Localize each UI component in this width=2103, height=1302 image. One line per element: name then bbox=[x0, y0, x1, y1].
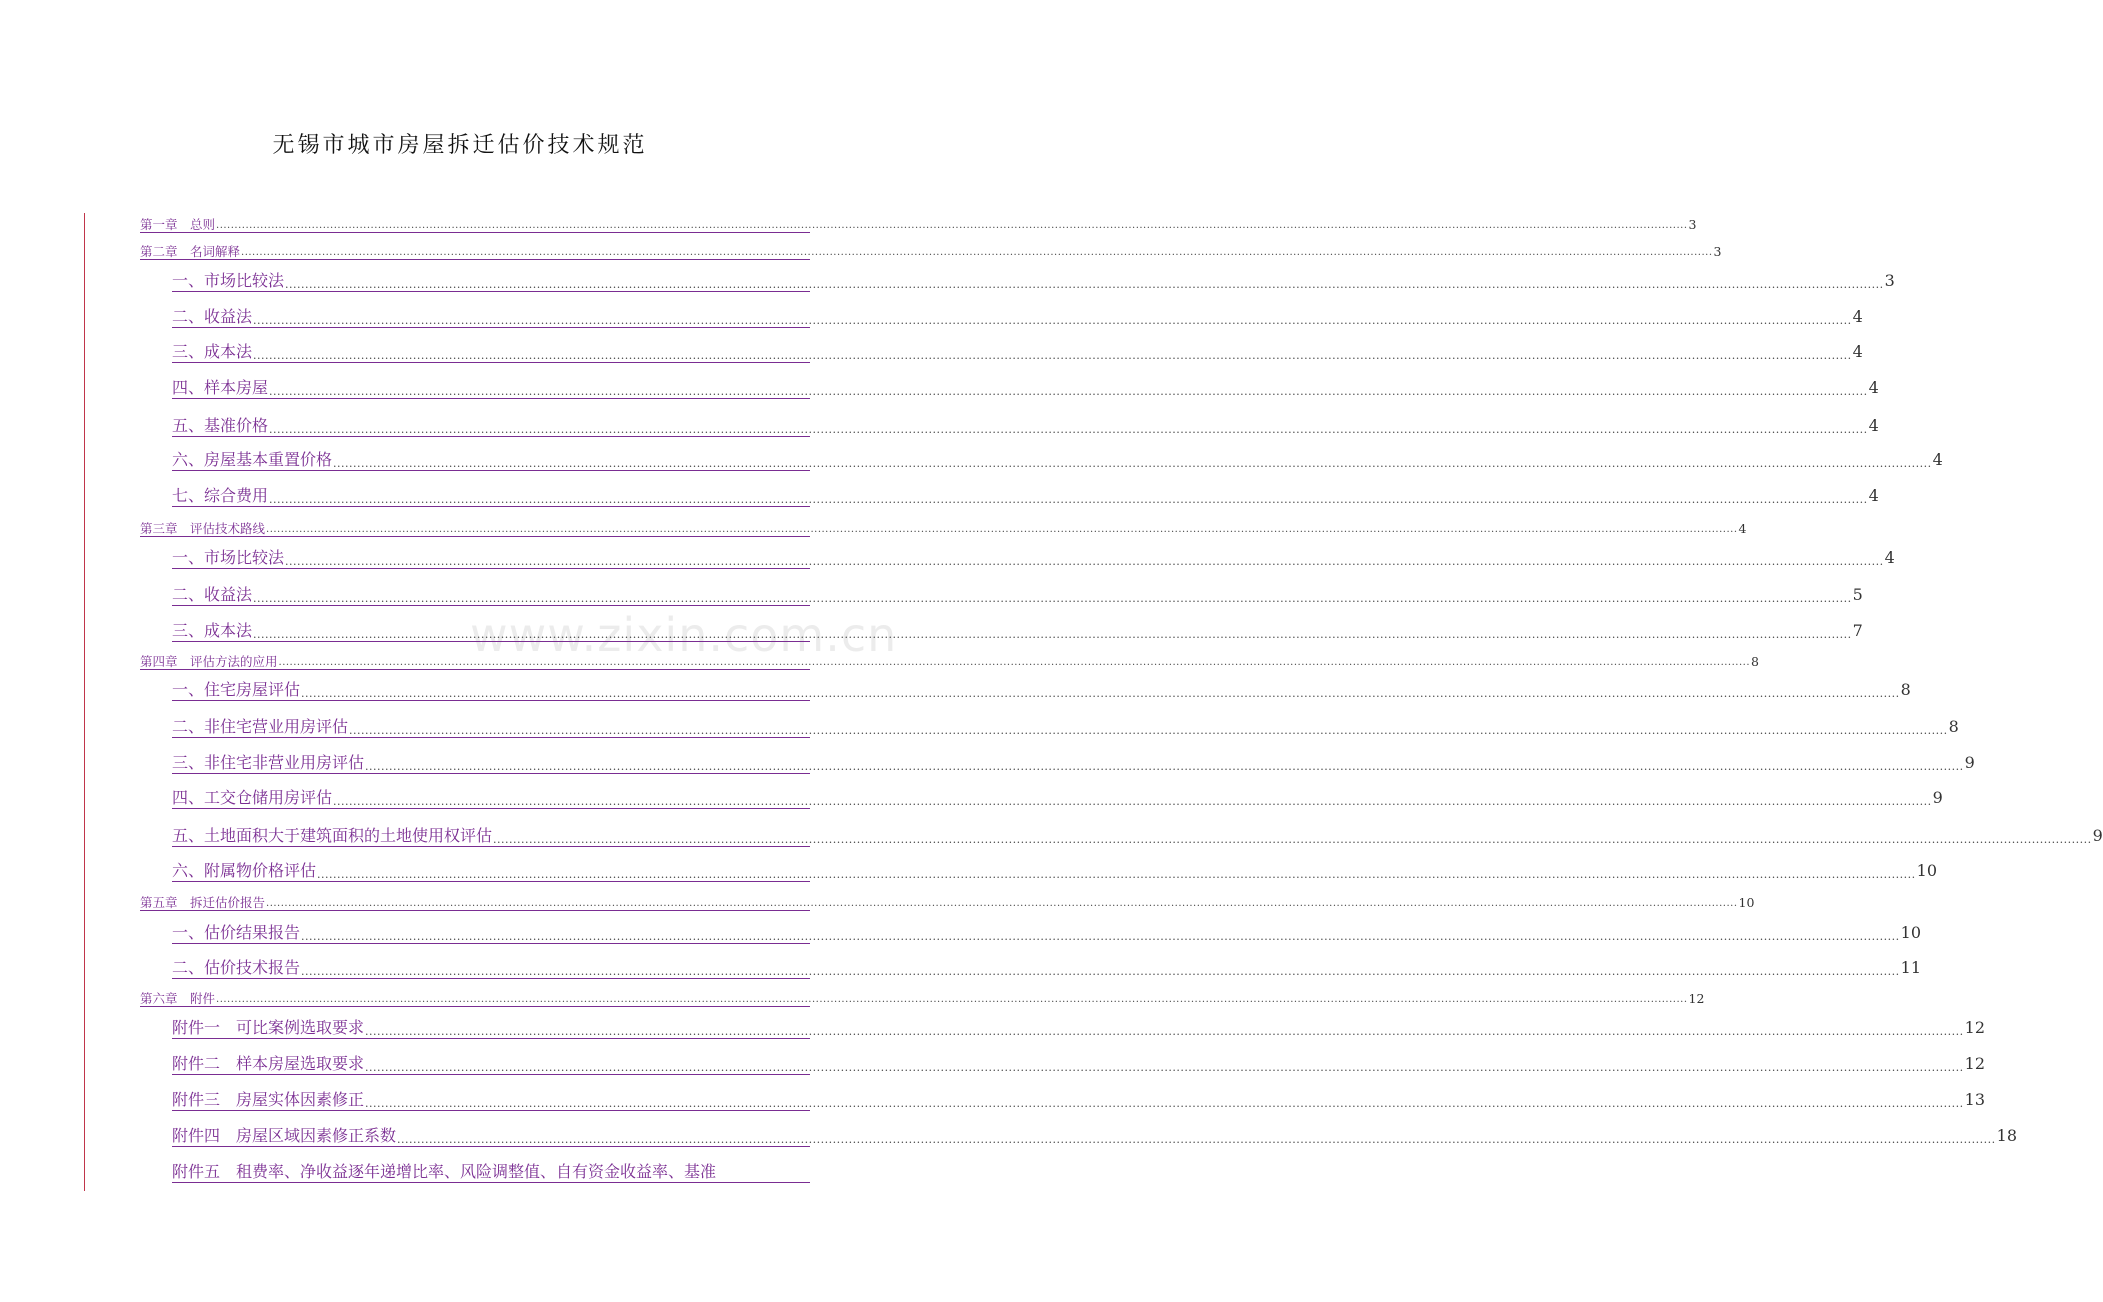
toc-entry-label: 四、工交仓储用房评估 bbox=[172, 788, 333, 807]
toc-entry-label: 附件五 租费率、净收益逐年递增比率、风险调整值、自有资金收益率、基准 bbox=[172, 1162, 717, 1181]
toc-page-number: 9 bbox=[2092, 826, 2103, 845]
toc-page-number: 4 bbox=[1868, 378, 1879, 397]
toc-page-number: 10 bbox=[1900, 923, 1922, 942]
toc-dot-leader: ................................................................................................................................................................................................................................................................................................................................................................................................................ bbox=[216, 220, 1688, 231]
toc-page-number: 5 bbox=[1852, 585, 1863, 604]
toc-entry-label: 一、市场比较法 bbox=[172, 271, 285, 290]
toc-section-entry[interactable] bbox=[172, 1126, 2018, 1147]
document-title: 无锡市城市房屋拆迁估价技术规范 bbox=[272, 133, 648, 158]
toc-page-number: 4 bbox=[1852, 307, 1863, 326]
toc-dot-leader: ................................................................................................................................................................................................................................................................................................................................................................................................................ bbox=[269, 423, 1868, 436]
toc-dot-leader: ................................................................................................................................................................................................................................................................................................................................................................................................................ bbox=[266, 898, 1738, 909]
toc-entry-label: 二、估价技术报告 bbox=[172, 958, 301, 977]
toc-dot-leader: ................................................................................................................................................................................................................................................................................................................................................................................................................ bbox=[269, 493, 1868, 506]
toc-dot-leader: ................................................................................................................................................................................................................................................................................................................................................................................................................ bbox=[278, 657, 1750, 668]
toc-page-number: 4 bbox=[1932, 450, 1943, 469]
toc-entry-label: 三、成本法 bbox=[172, 342, 253, 361]
toc-section-entry[interactable] bbox=[172, 342, 1863, 363]
toc-section-entry[interactable] bbox=[172, 621, 1863, 642]
toc-page-number: 3 bbox=[1713, 244, 1722, 259]
toc-page-number: 8 bbox=[1948, 717, 1959, 736]
toc-section-entry[interactable] bbox=[172, 585, 1863, 606]
toc-dot-leader: ................................................................................................................................................................................................................................................................................................................................................................................................................ bbox=[365, 1097, 1964, 1110]
toc-section-entry[interactable] bbox=[172, 788, 1943, 809]
toc-section-entry[interactable] bbox=[172, 717, 1959, 738]
watermark: www.zixin.com.cn bbox=[470, 608, 898, 662]
toc-dot-leader: ................................................................................................................................................................................................................................................................................................................................................................................................................ bbox=[253, 349, 1852, 362]
toc-dot-leader: ................................................................................................................................................................................................................................................................................................................................................................................................................ bbox=[301, 930, 1900, 943]
toc-page-number: 7 bbox=[1852, 621, 1863, 640]
toc-section-entry[interactable] bbox=[172, 1054, 1986, 1075]
toc-section-entry[interactable] bbox=[172, 1018, 1986, 1039]
toc-entry-label: 第六章 附件 bbox=[140, 991, 216, 1006]
toc-section-entry[interactable] bbox=[172, 680, 1911, 701]
toc-entry-label: 六、附属物价格评估 bbox=[172, 861, 317, 880]
toc-dot-leader: ................................................................................................................................................................................................................................................................................................................................................................................................................ bbox=[285, 278, 1884, 291]
toc-entry-label: 一、住宅房屋评估 bbox=[172, 680, 301, 699]
toc-page-number: 12 bbox=[1964, 1018, 1986, 1037]
toc-entry-label: 二、非住宅营业用房评估 bbox=[172, 717, 349, 736]
toc-dot-leader: ................................................................................................................................................................................................................................................................................................................................................................................................................ bbox=[241, 247, 1713, 258]
toc-page-number: 10 bbox=[1738, 895, 1755, 910]
toc-dot-leader: ................................................................................................................................................................................................................................................................................................................................................................................................................ bbox=[253, 314, 1852, 327]
toc-dot-leader: ................................................................................................................................................................................................................................................................................................................................................................................................................ bbox=[266, 524, 1738, 535]
toc-entry-label: 第三章 评估技术路线 bbox=[140, 521, 266, 536]
toc-page-number: 12 bbox=[1964, 1054, 1986, 1073]
toc-dot-leader: ................................................................................................................................................................................................................................................................................................................................................................................................................ bbox=[317, 868, 1916, 881]
toc-entry-label: 五、基准价格 bbox=[172, 416, 269, 435]
toc-section-entry[interactable] bbox=[172, 861, 1938, 882]
toc-section-entry[interactable] bbox=[172, 1090, 1986, 1111]
toc-section-entry[interactable] bbox=[172, 486, 1879, 507]
toc-entry-label: 第一章 总则 bbox=[140, 217, 216, 232]
toc-chapter-entry[interactable] bbox=[140, 217, 1697, 233]
toc-page-number: 3 bbox=[1688, 217, 1697, 232]
toc-dot-leader: ................................................................................................................................................................................................................................................................................................................................................................................................................ bbox=[493, 833, 2092, 846]
toc-entry-label: 第五章 拆迁估价报告 bbox=[140, 895, 266, 910]
toc-dot-leader: ................................................................................................................................................................................................................................................................................................................................................................................................................ bbox=[365, 760, 1964, 773]
toc-dot-leader: ................................................................................................................................................................................................................................................................................................................................................................................................................ bbox=[253, 592, 1852, 605]
toc-page-number: 13 bbox=[1964, 1090, 1986, 1109]
toc-dot-leader: ................................................................................................................................................................................................................................................................................................................................................................................................................ bbox=[365, 1025, 1964, 1038]
toc-section-entry[interactable] bbox=[172, 378, 1879, 399]
toc-entry-label: 第四章 评估方法的应用 bbox=[140, 654, 278, 669]
toc-entry-label: 三、非住宅非营业用房评估 bbox=[172, 753, 365, 772]
toc-page-number: 8 bbox=[1751, 654, 1759, 669]
toc-entry-label: 附件四 房屋区域因素修正系数 bbox=[172, 1126, 397, 1145]
toc-section-entry[interactable] bbox=[172, 271, 1895, 292]
toc-entry-label: 五、土地面积大于建筑面积的土地使用权评估 bbox=[172, 826, 493, 845]
toc-page-number: 10 bbox=[1916, 861, 1938, 880]
toc-dot-leader: ................................................................................................................................................................................................................................................................................................................................................................................................................ bbox=[365, 1061, 1964, 1074]
toc-page-number: 4 bbox=[1868, 486, 1879, 505]
toc-chapter-entry[interactable] bbox=[140, 244, 1722, 260]
toc-dot-leader: ................................................................................................................................................................................................................................................................................................................................................................................................................ bbox=[333, 457, 1932, 470]
toc-entry-label: 第二章 名词解释 bbox=[140, 244, 241, 259]
toc-chapter-entry[interactable] bbox=[140, 654, 1759, 670]
toc-dot-leader: ................................................................................................................................................................................................................................................................................................................................................................................................................ bbox=[216, 994, 1688, 1005]
toc-page-number: 4 bbox=[1852, 342, 1863, 361]
toc-entry-label: 六、房屋基本重置价格 bbox=[172, 450, 333, 469]
toc-section-entry[interactable] bbox=[172, 753, 1975, 774]
toc-entry-label: 二、收益法 bbox=[172, 585, 253, 604]
toc-section-entry[interactable] bbox=[172, 826, 2103, 847]
toc-dot-leader: ................................................................................................................................................................................................................................................................................................................................................................................................................ bbox=[269, 385, 1868, 398]
toc-dot-leader: ................................................................................................................................................................................................................................................................................................................................................................................................................ bbox=[285, 555, 1884, 568]
toc-entry-label: 一、估价结果报告 bbox=[172, 923, 301, 942]
toc-entry-label: 附件三 房屋实体因素修正 bbox=[172, 1090, 365, 1109]
toc-page-number: 12 bbox=[1688, 991, 1705, 1006]
toc-dot-leader: ................................................................................................................................................................................................................................................................................................................................................................................................................ bbox=[349, 724, 1948, 737]
toc-chapter-entry[interactable] bbox=[140, 991, 1705, 1007]
toc-page-number: 8 bbox=[1900, 680, 1911, 699]
toc-dot-leader: ................................................................................................................................................................................................................................................................................................................................................................................................................ bbox=[301, 687, 1900, 700]
toc-page-number: 18 bbox=[1996, 1126, 2018, 1145]
toc-entry-label: 七、综合费用 bbox=[172, 486, 269, 505]
toc-entry-label: 附件一 可比案例选取要求 bbox=[172, 1018, 365, 1037]
toc-page-number: 4 bbox=[1868, 416, 1879, 435]
toc-entry-label: 二、收益法 bbox=[172, 307, 253, 326]
toc-section-entry[interactable] bbox=[172, 450, 1943, 471]
toc-section-entry[interactable] bbox=[172, 923, 1922, 944]
toc-dot-leader: ................................................................................................................................................................................................................................................................................................................................................................................................................ bbox=[397, 1133, 1996, 1146]
toc-entry-label: 四、样本房屋 bbox=[172, 378, 269, 397]
toc-page-number: 9 bbox=[1964, 753, 1975, 772]
toc-page-number: 4 bbox=[1738, 521, 1747, 536]
toc-section-entry[interactable] bbox=[172, 416, 1879, 437]
toc-section-entry[interactable] bbox=[172, 307, 1863, 328]
toc-chapter-entry[interactable] bbox=[140, 895, 1755, 911]
toc-entry-label: 三、成本法 bbox=[172, 621, 253, 640]
toc-dot-leader: ................................................................................................................................................................................................................................................................................................................................................................................................................ bbox=[301, 965, 1900, 978]
toc-section-entry[interactable] bbox=[172, 958, 1922, 979]
toc-page-number: 9 bbox=[1932, 788, 1943, 807]
toc-page-number: 4 bbox=[1884, 548, 1895, 567]
toc-section-entry[interactable] bbox=[172, 548, 1895, 569]
toc-page-number: 11 bbox=[1900, 958, 1922, 977]
toc-chapter-entry[interactable] bbox=[140, 521, 1747, 537]
toc-page-number: 3 bbox=[1884, 271, 1895, 290]
toc-section-entry[interactable] bbox=[172, 1162, 810, 1183]
toc-entry-label: 附件二 样本房屋选取要求 bbox=[172, 1054, 365, 1073]
toc-dot-leader: ................................................................................................................................................................................................................................................................................................................................................................................................................ bbox=[333, 795, 1932, 808]
toc-entry-label: 一、市场比较法 bbox=[172, 548, 285, 567]
toc-dot-leader: ................................................................................................................................................................................................................................................................................................................................................................................................................ bbox=[253, 628, 1852, 641]
